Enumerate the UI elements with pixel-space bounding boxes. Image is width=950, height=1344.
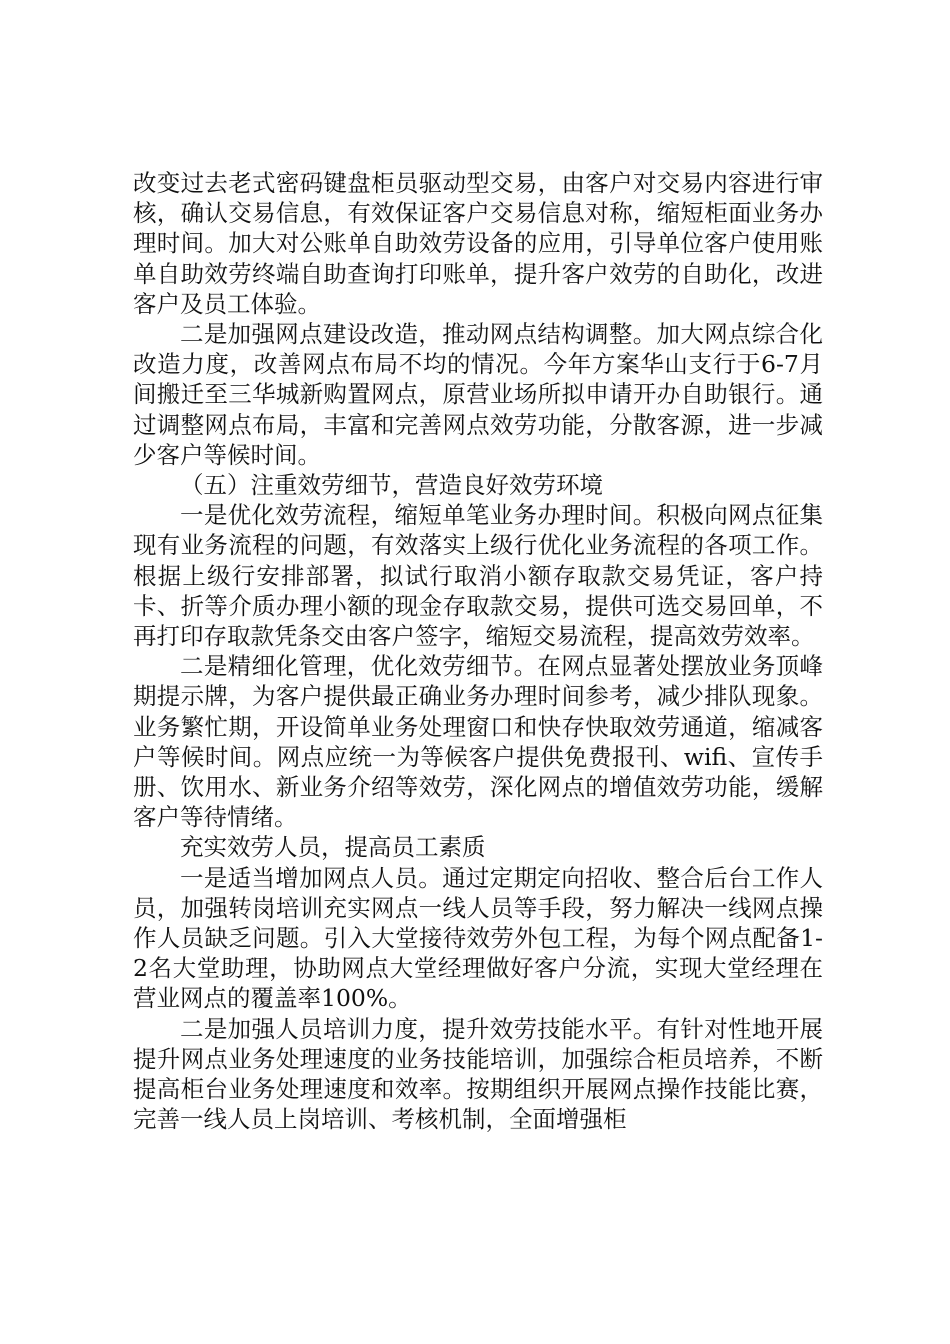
section-heading-staff: 充实效劳人员，提高员工素质 [180,833,486,862]
paragraph-5: 一是适当增加网点人员。通过定期定向招收、整合后台工作人员，加强转岗培训充实网点一线人员等手段，努力解决一线网点操作人员缺乏问题。引入大堂接待效劳外包工程，为每个网点配备1-2名大堂助理，协助网点大堂经理做好客户分流，实现大堂经理在营业网点的覆盖率100%。 [133,863,823,1013]
paragraph-2: 二是加强网点建设改造，推动网点结构调整。加大网点综合化改造力度，改善网点布局不均的情况。今年方案华山支行于6-7月间搬迁至三华城新购置网点，原营业场所拟申请开办自助银行。通过调整网点布局，丰富和完善网点效劳功能，分散客源，进一步减少客户等候时间。 [133,320,823,469]
paragraph-1: 改变过去老式密码键盘柜员驱动型交易，由客户对交易内容进行审核，确认交易信息，有效保证客户交易信息对称，缩短柜面业务办理时间。加大对公账单自助效劳设备的应用，引导单位客户使用账单自助效劳终端自助查询打印账单，提升客户效劳的自助化，改进客户及员工体验。 [133,169,823,318]
paragraph-6: 二是加强人员培训力度，提升效劳技能水平。有针对性地开展提升网点业务处理速度的业务技能培训，加强综合柜员培养，不断提高柜台业务处理速度和效率。按期组织开展网点操作技能比赛，完善一线人员上岗培训、考核机制，全面增强柜 [133,1014,823,1134]
section-heading-5: （五）注重效劳细节，营造良好效劳环境 [180,471,603,500]
paragraph-3: 一是优化效劳流程，缩短单笔业务办理时间。积极向网点征集现有业务流程的问题，有效落实上级行优化业务流程的各项工作。根据上级行安排部署，拟试行取消小额存取款交易凭证，客户持卡、折等介质办理小额的现金存取款交易，提供可选交易回单，不再打印存取款凭条交由客户签字，缩短交易流程，提高效劳效率。 [133,501,823,651]
paragraph-4: 二是精细化管理，优化效劳细节。在网点显著处摆放业务顶峰期提示牌，为客户提供最正确业务办理时间参考，减少排队现象。业务繁忙期，开设简单业务处理窗口和快存快取效劳通道，缩减客户等候时间。网点应统一为等候客户提供免费报刊、wifi、宣传手册、饮用水、新业务介绍等效劳，深化网点的增值效劳功能，缓解客户等待情绪。 [133,652,823,832]
document-body [133,168,823,1135]
